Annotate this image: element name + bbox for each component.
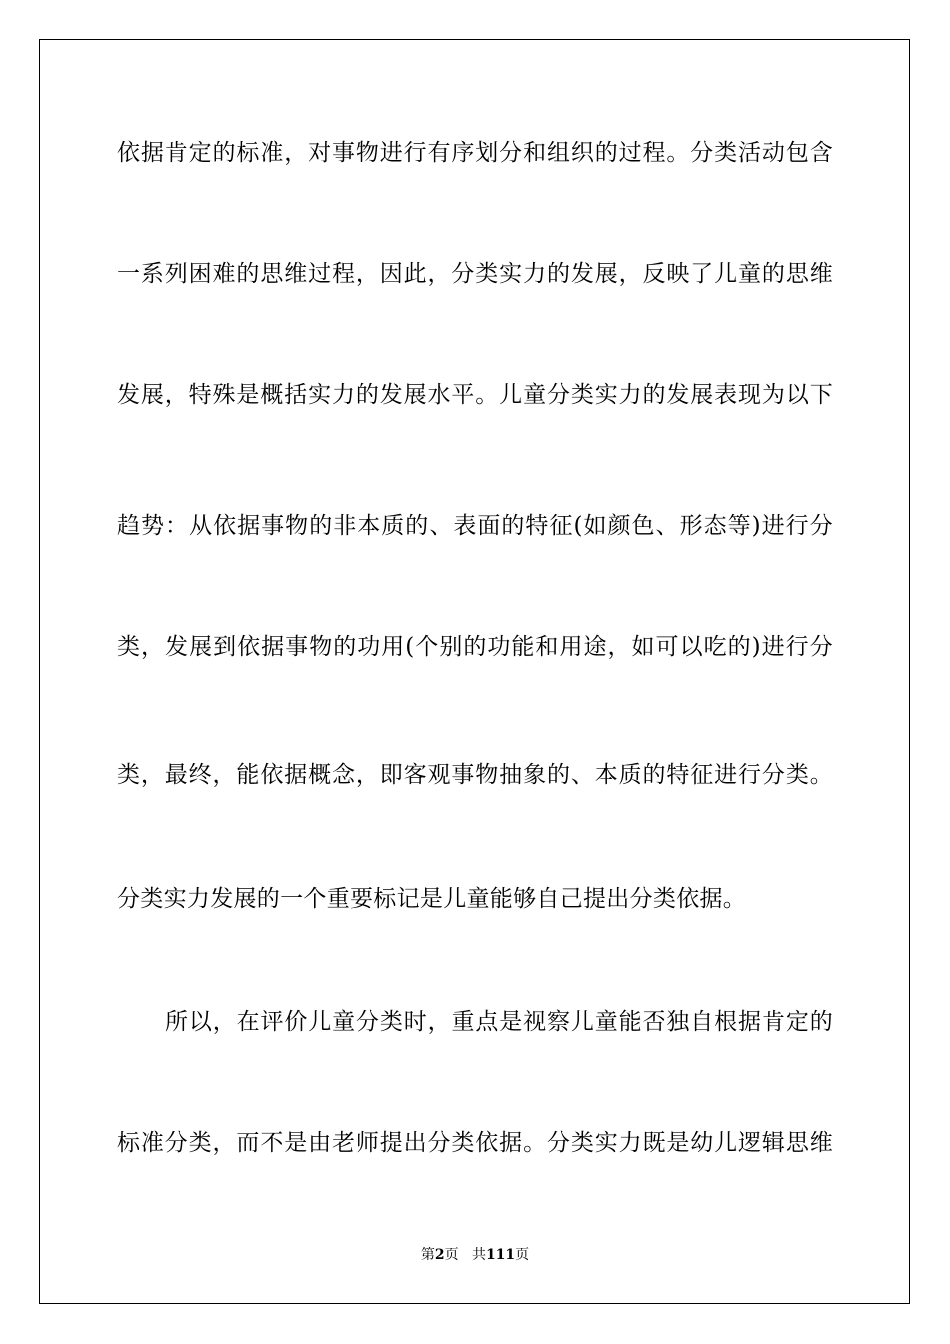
- page-footer: [0, 1246, 950, 1264]
- body-text-line-7: 分类实力发展的一个重要标记是儿童能够自己提出分类依据。: [117, 886, 747, 912]
- body-text-line-1: 依据肯定的标准，对事物进行有序划分和组织的过程。分类活动包含: [117, 140, 833, 166]
- footer-total-suffix: 页: [515, 1247, 530, 1263]
- footer-page-suffix: 页: [444, 1247, 459, 1263]
- body-text-line-9: 标准分类，而不是由老师提出分类依据。分类实力既是幼儿逻辑思维: [117, 1130, 833, 1156]
- footer-total-prefix: 共: [471, 1247, 486, 1263]
- body-text-line-5: 类，发展到依据事物的功用(个别的功能和用途，如可以吃的)进行分: [117, 634, 833, 660]
- body-text-line-4: 趋势：从依据事物的非本质的、表面的特征(如颜色、形态等)进行分: [117, 513, 833, 539]
- total-page-count: 111: [485, 1247, 516, 1263]
- body-text-line-6: 类，最终，能依据概念，即客观事物抽象的、本质的特征进行分类。: [117, 762, 833, 788]
- current-page-number: 2: [434, 1247, 445, 1263]
- body-text-line-3: 发展，特殊是概括实力的发展水平。儿童分类实力的发展表现为以下: [117, 382, 833, 408]
- footer-prefix: 第: [420, 1247, 435, 1263]
- body-text-line-2: 一系列困难的思维过程，因此，分类实力的发展，反映了儿童的思维: [117, 261, 833, 287]
- page-border: [39, 39, 910, 1304]
- body-text-line-8: 所以，在评价儿童分类时，重点是视察儿童能否独自根据肯定的: [165, 1009, 833, 1035]
